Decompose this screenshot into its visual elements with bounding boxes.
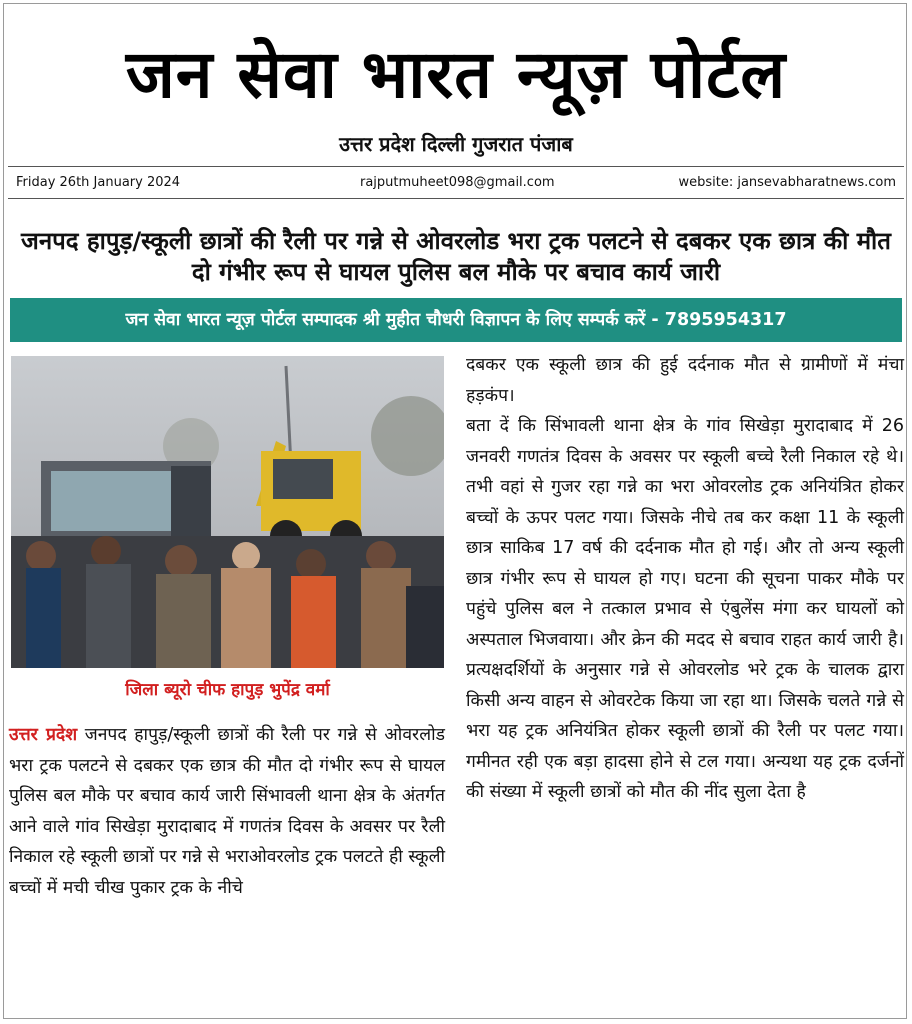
masthead-regions: उत्तर प्रदेश दिल्ली गुजरात पंजाब — [339, 132, 573, 156]
editor-banner: जन सेवा भारत न्यूज़ पोर्टल सम्पादक श्री मुहीत चौधरी विज्ञापन के लिए सम्पर्क करें - 7895954317 — [10, 298, 902, 342]
article-paragraph-1: दबकर एक स्कूली छात्र की हुई दर्दनाक मौत से ग्रामीणों में मंचा हड़कंप। — [466, 355, 904, 406]
masthead-title: जन सेवा भारत न्यूज़ पोर्टल — [125, 36, 787, 113]
article-column-right — [466, 350, 904, 808]
article-paragraph-2: बता दें कि सिंभावली थाना क्षेत्र के गांव सिखेड़ा मुरादाबाद में 26 जनवरी गणतंत्र दिवस के अवसर पर स्कूली बच्चे रैली निकाल रहे थे। तभी वहां से गुजर रहा गन्ने का भरा ओवरलोड ट्रक अनियंत्रित होकर बच्चों के ऊपर पलट गया। जिसके नीचे तब कर कक्षा 11 के स्कूली छात्र साकिब 17 वर्ष की दर्दनाक मौत हो गई। और तो अन्य स्कूली छात्र गंभीर रूप से घायल हो गए। घटना की सूचना पाकर मौके पर पहुंचे पुलिस बल ने तत्काल प्रभाव से एंबुलेंस मंगा कर घायलों को अस्पताल भिजवाया। और क्रेन की मदद से बचाव राहत कार्य जारी है। प्रत्यक्षदर्शियों के अनुसार गन्ने से ओवरलोड भरे ट्रक के चालक द्वारा किसी अन्य वाहन से ओवरटेक किया जा रहा था। जिसके चलते गन्ने से भरा यह ट्रक अनियंत्रित होकर स्कूली छात्रों की रैली पर पलट गया। गमीनत रही एक बड़ा हादसा होने से टल गया। अन्यथा यह ट्रक दर्जनों की संख्या में स्कूली छात्रों को मौत की नींद सुला देता है — [466, 416, 904, 802]
publish-date: Friday 26th January 2024 — [16, 175, 181, 190]
info-bar — [16, 171, 896, 195]
website-link: website: jansevabharatnews.com — [678, 175, 896, 190]
divider-top — [8, 166, 904, 167]
lead-paragraph: जनपद हापुड़/स्कूली छात्रों की रैली पर गन्ने से ओवरलोड भरा ट्रक पलटने से दबकर एक छात्र की मौत दो गंभीर रूप से घायल पुलिस बल मौके पर बचाव कार्य जारी सिंभावली थाना क्षेत्र के अंतर्गत आने वाले गांव सिखेड़ा मुरादाबाद में गणतंत्र दिवस के अवसर पर रैली निकाल रहे स्कूली छात्रों पर गन्ने से भराओवरलोड ट्रक पलटते ही स्कूली बच्चों में मची चीख पुकार ट्रक के नीचे — [9, 725, 445, 898]
news-photo — [11, 356, 444, 668]
contact-email: rajputmuheet098@gmail.com — [360, 175, 555, 190]
accident-scene-illustration — [11, 356, 444, 668]
photo-caption: जिला ब्यूरो चीफ हापुड़ भुपेंद्र वर्मा — [125, 680, 330, 700]
article-column-left — [9, 720, 445, 903]
dateline-label: उत्तर प्रदेश — [9, 725, 78, 745]
article-headline: जनपद हापुड़/स्कूली छात्रों की रैली पर गन्ने से ओवरलोड भरा ट्रक पलटने से दबकर एक छात्र की मौत दो गंभीर रूप से घायल पुलिस बल मौके पर बचाव कार्य जारी — [21, 227, 891, 286]
divider-bottom — [8, 198, 904, 199]
